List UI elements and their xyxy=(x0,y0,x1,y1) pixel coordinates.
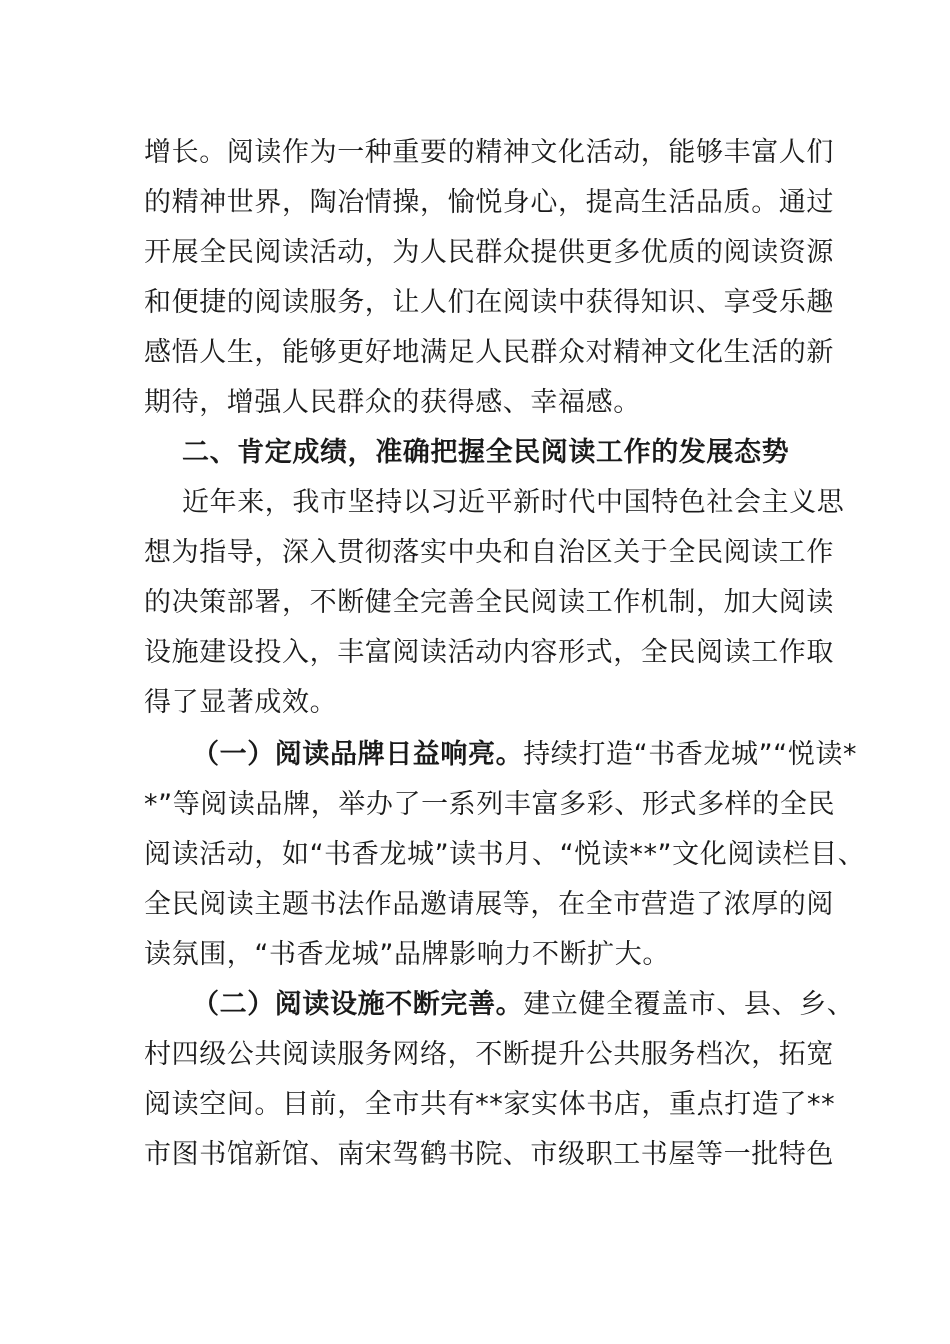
paragraph-4-line-3: 阅读空间。目前，全市共有**家实体书店，重点打造了** xyxy=(144,1089,836,1120)
paragraph-1-line-2: 的精神世界，陶冶情操，愉悦身心，提高生活品质。通过 xyxy=(144,187,834,218)
paragraph-1-line-1: 增长。阅读作为一种重要的精神文化活动，能够丰富人们 xyxy=(144,137,834,168)
paragraph-2-line-5: 得了显著成效。 xyxy=(144,687,338,718)
paragraph-3-lead: （一）阅读品牌日益响亮。 xyxy=(192,739,524,770)
paragraph-4-lead: （二）阅读设施不断完善。 xyxy=(192,989,524,1020)
paragraph-4-line-1-text: 建立健全覆盖市、县、乡、 xyxy=(523,989,855,1020)
paragraph-2-line-4: 设施建设投入，丰富阅读活动内容形式，全民阅读工作取 xyxy=(144,637,834,668)
paragraph-4-line-2: 村四级公共阅读服务网络，不断提升公共服务档次，拓宽 xyxy=(144,1039,834,1070)
paragraph-3-line-1-text: 持续打造“书香龙城”“悦读* xyxy=(523,739,858,770)
paragraph-1-line-3: 开展全民阅读活动，为人民群众提供更多优质的阅读资源 xyxy=(144,237,834,268)
section-heading-2: 二、肯定成绩，准确把握全民阅读工作的发展态势 xyxy=(182,437,790,468)
paragraph-1-line-5: 感悟人生，能够更好地满足人民群众对精神文化生活的新 xyxy=(144,337,834,368)
paragraph-3-line-3: 阅读活动，如“书香龙城”读书月、“悦读**”文化阅读栏目、 xyxy=(144,839,866,870)
paragraph-2-line-2: 想为指导，深入贯彻落实中央和自治区关于全民阅读工作 xyxy=(144,537,834,568)
document-body xyxy=(144,128,866,1180)
paragraph-3-line-4: 全民阅读主题书法作品邀请展等，在全市营造了浓厚的阅 xyxy=(144,889,834,920)
paragraph-1-line-4: 和便捷的阅读服务，让人们在阅读中获得知识、享受乐趣 xyxy=(144,287,834,318)
paragraph-2-line-1: 近年来，我市坚持以习近平新时代中国特色社会主义思 xyxy=(182,487,845,518)
paragraph-4-line-1 xyxy=(144,980,855,1030)
paragraph-1-line-6: 期待，增强人民群众的获得感、幸福感。 xyxy=(144,387,641,418)
paragraph-4-line-4: 市图书馆新馆、南宋驾鹤书院、市级职工书屋等一批特色 xyxy=(144,1139,834,1170)
paragraph-2-line-3: 的决策部署，不断健全完善全民阅读工作机制，加大阅读 xyxy=(144,587,834,618)
paragraph-3-line-5: 读氛围，“书香龙城”品牌影响力不断扩大。 xyxy=(144,939,670,970)
paragraph-3-line-1 xyxy=(144,730,858,780)
paragraph-3-line-2: *”等阅读品牌，举办了一系列丰富多彩、形式多样的全民 xyxy=(144,789,836,820)
